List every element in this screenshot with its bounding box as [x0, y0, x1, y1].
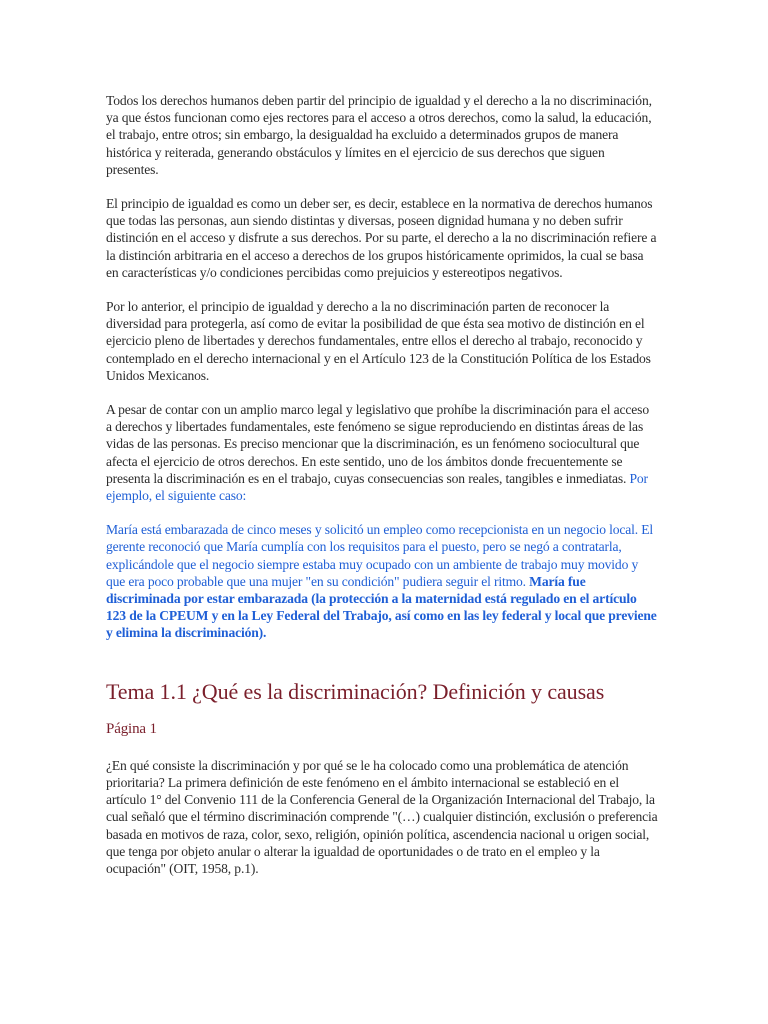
- case-example-text: María está embarazada de cinco meses y solicitó un empleo como recepcionista en un negocio local. El gerente reconoció que María cumplía con los requisitos para el puesto, pero se negó a contratarla, explicándole que el negocio siempre estaba muy ocupado con un ambiente de trabajo muy movido y que era poco probable que una mujer "en su condición" pudiera seguir el ritmo.: [106, 522, 654, 589]
- example-intro-text: Por ejemplo, el siguiente caso:: [106, 470, 648, 504]
- document-body: [106, 92, 658, 894]
- topic-heading: Tema 1.1 ¿Qué es la discriminación? Definición y causas: [106, 678, 605, 704]
- legal-framework-text: A pesar de contar con un amplio marco legal y legislativo que prohíbe la discriminación para el acceso a derechos y libertades fundamentales, este fenómeno se sigue reproduciendo en distintas áreas de las vidas de las personas. Es preciso mencionar que la discriminación, es un fenómeno sociocultural que afecta el ejercicio de otros derechos. En este sentido, uno de los ámbitos donde frecuentemente se presenta la discriminación es en el trabajo, cuyas consecuencias son reales, tangibles e inmediatas.: [106, 402, 649, 486]
- case-conclusion-text: María fue discriminada por estar embarazada (la protección a la maternidad está regulado en el artículo 123 de la CPEUM y en la Ley Federal del Trabajo, así como en las ley federal y local que previene y elimina la discriminación).: [106, 573, 657, 641]
- paragraph-diversity: Por lo anterior, el principio de igualdad y derecho a la no discriminación parten de reconocer la diversidad para protegerla, así como de evitar la posibilidad de que ésta sea motivo de distinción en el ejercicio pleno de libertades y derechos fundamentales, entre ellos el derecho al trabajo, reconocido y contemplado en el derecho internacional y en el Artículo 123 de la Constitución Política de los Estados Unidos Mexicanos.: [106, 299, 651, 383]
- paragraph-legal-framework: [106, 401, 658, 504]
- paragraph-equality-intro: Todos los derechos humanos deben partir del principio de igualdad y el derecho a la no discriminación, ya que éstos funcionan como ejes rectores para el acceso a otros derechos, como la salud, la educación, el trabajo, entre otros; sin embargo, la desigualdad ha excluido a determinados grupos de manera histórica y reiterada, generando obstáculos y límites en el ejercicio de sus derechos que siguen presentes.: [106, 93, 652, 177]
- paragraph-case-example: [106, 521, 658, 641]
- paragraph-equality-principle: El principio de igualdad es como un deber ser, es decir, establece en la normativa de derechos humanos que todas las personas, aun siendo distintas y diversas, poseen dignidad humana y no deben sufrir distinción en el acceso y disfrute a sus derechos. Por su parte, el derecho a la no discriminación refiere a la distinción arbitraria en el acceso a derechos de los grupos históricamente oprimidos, la cual se basa en características y/o condiciones percibidas como prejuicios y estereotipos negativos.: [106, 196, 657, 280]
- page-heading: Página 1: [106, 720, 157, 737]
- paragraph-definition: ¿En qué consiste la discriminación y por qué se le ha colocado como una problemática de atención prioritaria? La primera definición de este fenómeno en el ámbito internacional se estableció en el artículo 1° del Convenio 111 de la Conferencia General de la Organización Internacional del Trabajo, la cual señaló que el término discriminación comprende "(…) cualquier distinción, exclusión o preferencia basada en motivos de raza, color, sexo, religión, opinión política, ascendencia nacional u origen social, que tenga por objeto anular o alterar la igualdad de oportunidades o de trato en el empleo y la ocupación" (OIT, 1958, p.1).: [106, 757, 658, 876]
